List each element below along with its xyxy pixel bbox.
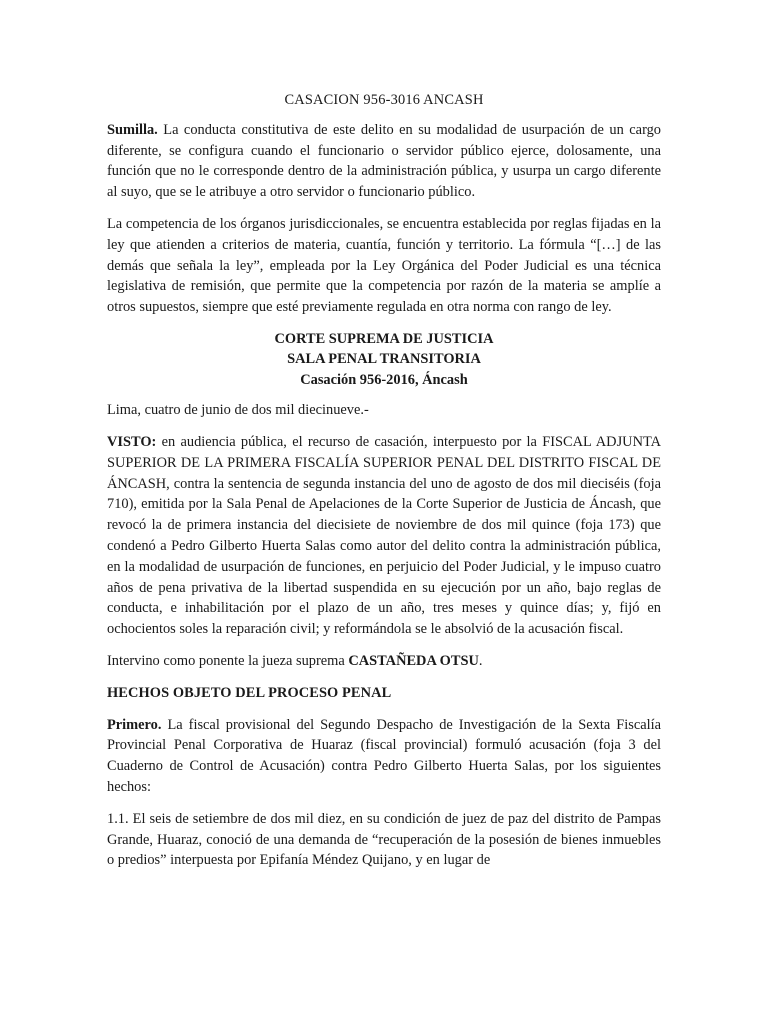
primero-paragraph: [107, 715, 661, 798]
case-number: Casación 956-2016, Áncash: [300, 371, 468, 388]
case-title: CASACION 956-3016 ANCASH: [284, 92, 484, 108]
sumilla-text: La conducta constitutiva de este delito en su modalidad de usurpación de un cargo diferente, se configura cuando el funcionario o servidor público ejerce, dolosamente, una función que no le corresponde dentro de la administración pública, y usurpa un cargo diferente al suyo, que se le atribuye a otro servidor o funcionario público.: [107, 121, 661, 201]
chamber-name: SALA PENAL TRANSITORIA: [287, 351, 481, 368]
primero-text: La fiscal provisional del Segundo Despacho de Investigación de la Sexta Fiscalía Provincial Penal Corporativa de Huaraz (fiscal provincial) formuló acusación (foja 3 del Cuaderno de Control de Acusación) contra Pedro Gilberto Huerta Salas, por los siguientes hechos:: [107, 716, 661, 795]
visto-label: VISTO:: [107, 433, 157, 450]
visto-paragraph: [107, 432, 661, 640]
item-1-1-paragraph: 1.1. El seis de setiembre de dos mil diez, en su condición de juez de paz del distrito de Pampas Grande, Huaraz, conoció de una demanda de “recuperación de la posesión de bienes inmuebles o predios” interpuesta por Epifanía Méndez Quijano, y en lugar de: [107, 810, 661, 869]
ponente-paragraph: [107, 651, 661, 672]
primero-label: Primero.: [107, 716, 162, 733]
court-heading: [107, 329, 661, 390]
section-heading: HECHOS OBJETO DEL PROCESO PENAL: [107, 684, 392, 701]
ponente-end: .: [478, 652, 483, 669]
sumilla-label: Sumilla.: [107, 121, 158, 138]
competencia-paragraph: La competencia de los órganos jurisdiccionales, se encuentra establecida por reglas fijadas en la ley que atienden a criterios de materia, cuantía, función y territorio. La fórmula “[…] de las demás que señala la ley”, empleada por la Ley Orgánica del Poder Judicial es una técnica legislativa de remisión, que permite que la competencia por razón de la materia se amplíe a otros supuestos, siempre que esté previamente regulada en otra norma con rango de ley.: [107, 215, 661, 316]
date-line: Lima, cuatro de junio de dos mil diecinueve.-: [107, 402, 369, 419]
ponente-name: CASTAÑEDA OTSU: [348, 652, 479, 669]
sumilla-paragraph: [107, 120, 661, 203]
visto-text: en audiencia pública, el recurso de casación, interpuesto por la FISCAL ADJUNTA SUPERIOR DE LA PRIMERA FISCALÍA SUPERIOR PENAL DEL DISTRITO FISCAL DE ÁNCASH, contra la sentencia de segunda instancia del uno de agosto de dos mil dieciséis (foja 710), emitida por la Sala Penal de Apelaciones de la Corte Superior de Justicia de Áncash, que revocó la de primera instancia del diecisiete de noviembre de dos mil quince (foja 173) que condenó a Pedro Gilberto Huerta Salas como autor del delito contra la administración pública, en la modalidad de usurpación de funciones, en perjuicio del Poder Judicial, y le impuso cuatro años de pena privativa de la libertad suspendida en su ejecución por un año, bajo reglas de conducta, e inhabilitación por el plazo de un año, tres meses y quince días; y, fijó en ochocientos soles la reparación civil; y reformándola se le absolvió de la acusación fiscal.: [107, 433, 661, 638]
ponente-text: Intervino como ponente la jueza suprema: [107, 652, 349, 669]
court-name: CORTE SUPREMA DE JUSTICIA: [274, 330, 494, 347]
